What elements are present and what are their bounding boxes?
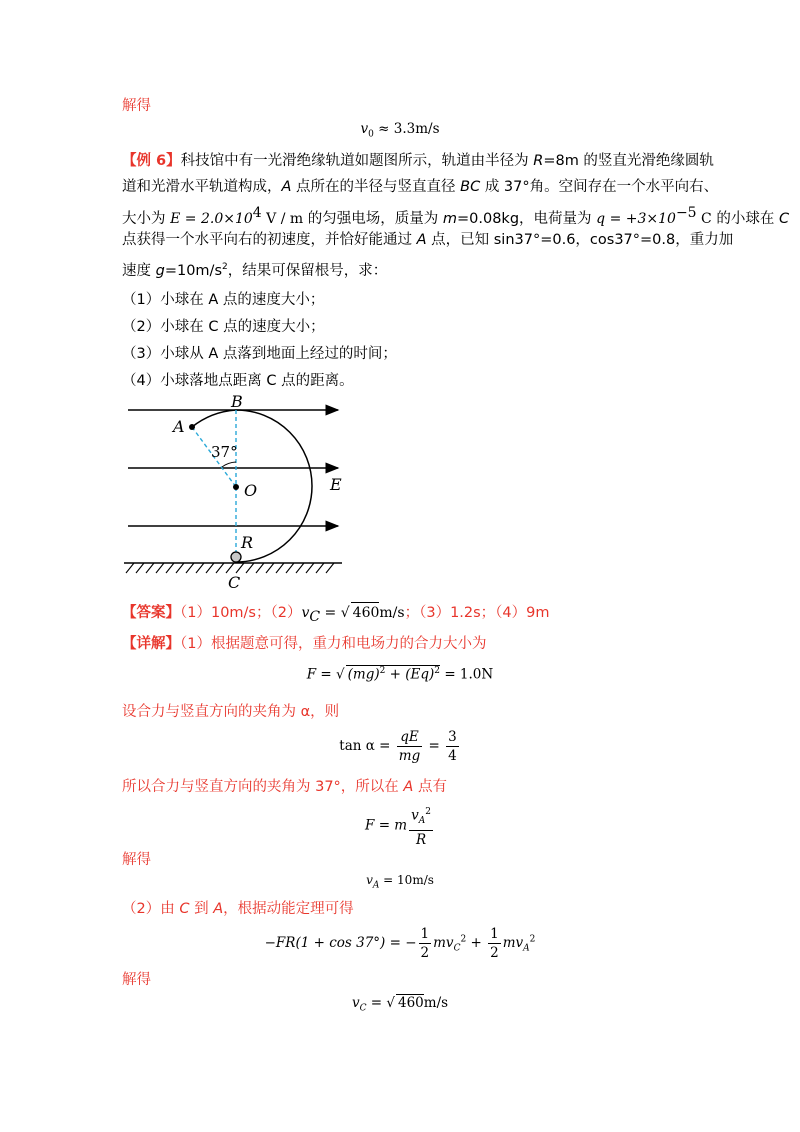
question-1: （1）小球在 A 点的速度大小；	[122, 292, 325, 308]
solve-label-2: 解得	[122, 852, 151, 868]
detail-line-3: 所以合力与竖直方向的夹角为 37°，所以在 A 点有	[122, 779, 447, 795]
label-R: R	[241, 533, 254, 552]
label-E: E	[330, 475, 342, 494]
equation-F-resultant: F = √ $(mg)^2 + (Eq)^2 = 1.0N$	[306, 666, 494, 683]
equation-tan-alpha: tan α = $\frac{qE}{mg}$ = $\frac{3}{4}$	[339, 729, 457, 764]
label-O: O	[244, 481, 258, 500]
ground-hatching	[126, 563, 334, 573]
label-C: C	[228, 573, 241, 592]
detail-line-1: 【详解】（1）根据题意可得，重力和电场力的合力大小为	[122, 636, 487, 652]
question-4: （4）小球落地点距离 C 点的距离。	[122, 373, 354, 389]
point-O	[233, 484, 239, 490]
equation-vC: $v_C$ = √ 460m/s	[351, 995, 449, 1014]
example-line-2: 道和光滑水平轨道构成，A 点所在的半径与竖直直径 BC 成 37°角。空间存在一个水平向右、	[122, 179, 719, 195]
example-line-5: 速度 $g=10m/s^2$，结果可保留根号，求：	[122, 262, 388, 279]
label-A: A	[173, 417, 185, 436]
detail-line-4: （2）由 C 到 A，根据动能定理可得	[122, 901, 354, 917]
equation-centripetal: F = m $\frac{v_A^2}{R}$	[0, 803, 800, 849]
solve-label-3: 解得	[122, 972, 151, 988]
angle-arc	[222, 462, 236, 467]
label-angle: 37°	[211, 443, 238, 461]
detail-line-2: 设合力与竖直方向的夹角为 α，则	[122, 704, 340, 720]
answer-line: 【答案】（1）10m/s；$(2)v_C$ = √ 460m/s；（3）1.2s；（4）9m	[122, 602, 550, 627]
ball	[231, 552, 241, 562]
equation-vA: $v_A = 10m/s$	[366, 873, 434, 891]
example-line-3: 大小为 $E = 2.0\times 10^4$ V / m 的匀强电场，质量为 m=0.08kg，电荷量为 $q = +3\times 10^{-5}$ C 的小球在 C	[122, 205, 790, 227]
equation-work-energy: −FR(1 + cos 37°) = − $\frac{1}{2}$ $mv_C^2$ + $\frac{1}{2}$ $mv_A^2$	[264, 926, 536, 961]
example-line-4: 点获得一个水平向右的初速度，并恰好能通过 A 点，已知 sin37°=0.6，cos37°=0.8，重力加	[122, 232, 734, 248]
example-line-1: 【例 6】科技馆中有一光滑绝缘轨道如题图所示，轨道由半径为 R=8m 的竖直光滑绝缘圆轨	[122, 153, 714, 169]
label-B: B	[231, 392, 243, 411]
question-2: （2）小球在 C 点的速度大小；	[122, 319, 325, 335]
question-3: （3）小球从 A 点落到地面上经过的时间；	[122, 346, 397, 362]
solve-label: 解得	[122, 98, 151, 114]
equation-v0: $v_0 \approx 3.3m/s$	[360, 121, 440, 140]
track-diagram	[118, 392, 358, 594]
point-A	[189, 424, 195, 430]
